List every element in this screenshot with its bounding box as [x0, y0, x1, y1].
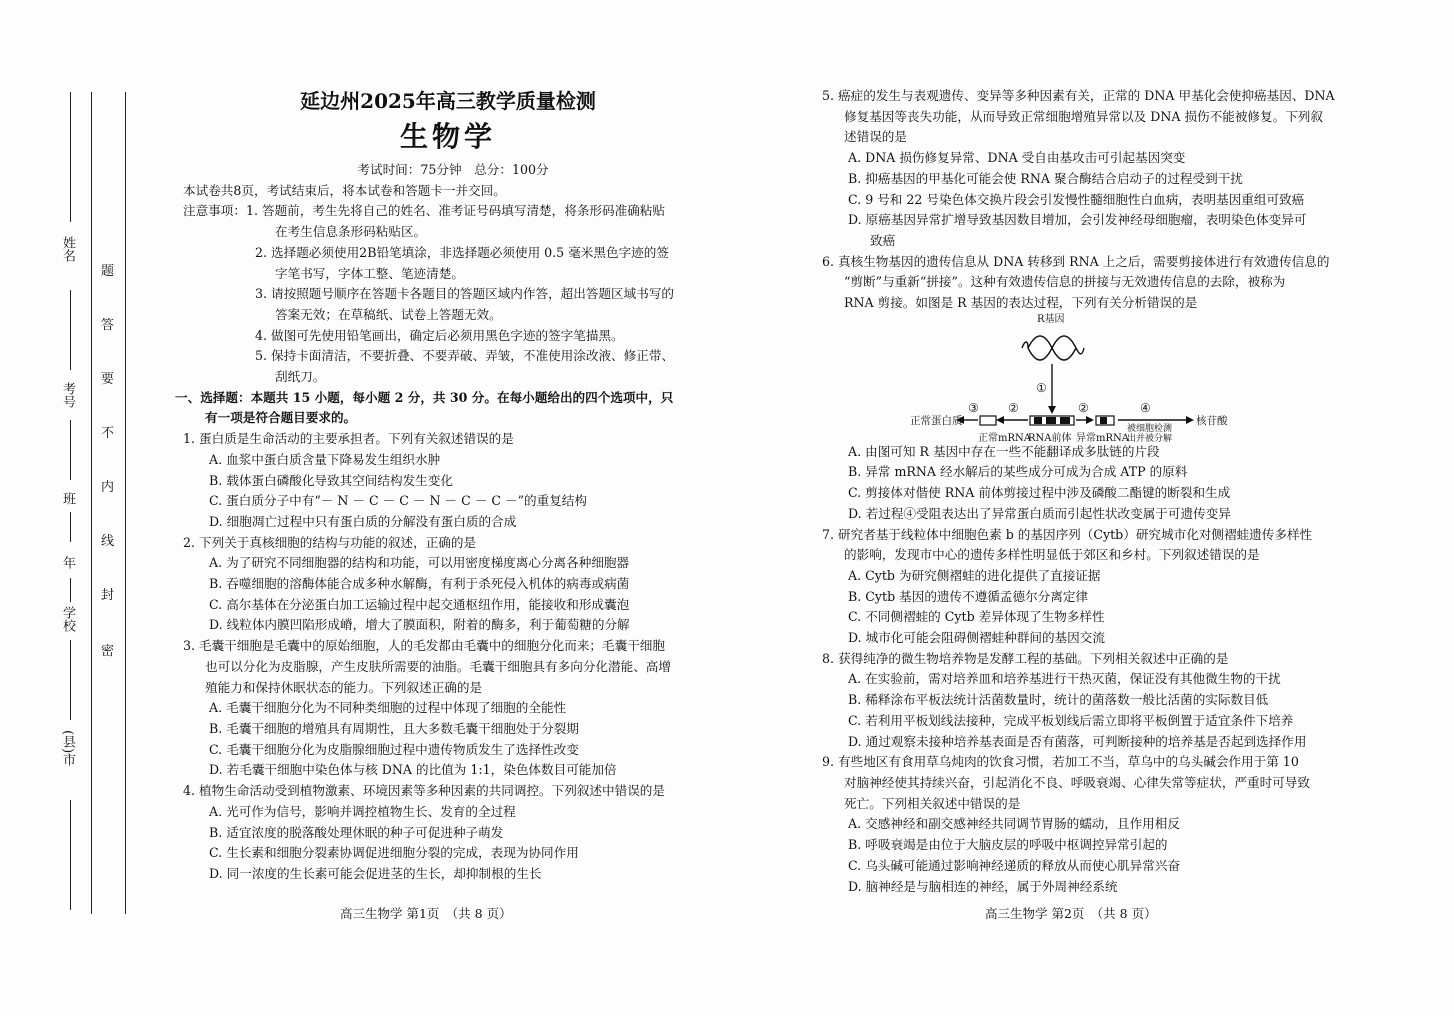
question-option: B. Cytb 基因的遗传不遵循孟德尔分离定律 [848, 588, 1089, 604]
question-block [183, 636, 723, 781]
note-5-line-2: 刮纸刀。 [275, 369, 326, 385]
class-label: 班 [60, 492, 75, 505]
question-option: A. Cytb 为研究侧褶蛙的进化提供了直接证据 [848, 567, 1101, 583]
note-1-line-1: 1. 答题前，考生先将自己的姓名、准考证号码填写清楚，将条形码准确粘贴 [245, 203, 665, 219]
note-1-line-2: 在考生信息条形码粘贴区。 [275, 224, 427, 240]
note-5-line-1: 5. 保持卡面清洁，不要折叠、不要弄破、弄皱，不准使用涂改液、修正带、 [255, 348, 675, 364]
question-stem-line: 2. 下列关于真核细胞的结构与功能的叙述，正确的是 [183, 534, 477, 550]
normal-mrna-box [980, 416, 996, 425]
exam-label: 考号 [60, 382, 75, 408]
question-option: A. 由图可知 R 基因中存在一些不能翻译成多肽链的片段 [848, 443, 1160, 459]
dna-helix-icon [1022, 336, 1084, 360]
question-option: B. 稀释涂布平板法统计活菌数量时，统计的菌落数一般比活菌的实际数目低 [848, 692, 1269, 708]
question-option: B. 呼吸衰竭是由位于大脑皮层的呼吸中枢调控异常引起的 [848, 837, 1168, 853]
question-block [822, 442, 1336, 525]
question-stem-line: 也可以分化为皮脂腺，产生皮肤所需要的油脂。毛囊干细胞具有多向分化潜能、高增 [205, 658, 671, 674]
exam-title: 延边州2025年高三教学质量检测 [300, 89, 596, 113]
question-block [183, 533, 723, 637]
note-3-line-2: 答案无效；在草稿纸、试卷上答题无效。 [275, 306, 502, 322]
question-option: C. 不同侧褶蛙的 Cytb 差异体现了生物多样性 [848, 609, 1105, 625]
right-questions-a [822, 86, 1336, 314]
note-4-line-1: 4. 做图可先使用铅笔画出，确定后必须用黑色字迹的签字笔描黑。 [255, 327, 624, 343]
seal-char-3: 线 [101, 534, 115, 549]
question-block [183, 781, 723, 885]
question-stem-line: 1. 蛋白质是生命活动的主要承担者。下列有关叙述错误的是 [183, 431, 514, 447]
question-option: B. 吞噬细胞的溶酶体能合成多种水解酶，有利于杀死侵入机体的病毒或病菌 [209, 576, 630, 592]
notes-label: 注意事项： [183, 203, 246, 219]
question-option: D. 若过程④受阻表达出了异常蛋白质而引起性状改变属于可遗传变异 [848, 505, 1231, 521]
step-2-right-label: ② [1078, 400, 1089, 415]
step-2-left-label: ② [1008, 400, 1019, 415]
question-option: B. 载体蛋白磷酸化导致其空间结构发生变化 [209, 472, 453, 488]
question-option: D. 线粒体内膜凹陷形成嵴，增大了膜面积，附着的酶多，利于葡萄糖的分解 [209, 617, 630, 633]
question-option: B. 毛囊干细胞的增殖具有周期性，且大多数毛囊干细胞处于分裂期 [209, 720, 579, 736]
intro-text: 本试卷共8页，考试结束后，将本试卷和答题卡一并交回。 [183, 182, 506, 198]
diagram-svg [822, 314, 1336, 442]
question-stem-line: 的影响，发现市中心的遗传多样性明显低于郊区和乡村。下列叙述错误的是 [844, 547, 1260, 563]
seal-char-5: 不 [101, 426, 115, 441]
exam-meta: 考试时间：75分钟 总分：100分 [357, 162, 549, 177]
question-stem-line: 9. 有些地区有食用草乌炖肉的饮食习惯，若加工不当，草乌中的乌头碱会作用于第 10 [822, 754, 1299, 770]
right-questions-b [822, 442, 1336, 897]
question-stem-line: 述错误的是 [844, 129, 907, 145]
question-block [183, 429, 723, 533]
question-option: D. 原癌基因异常扩增导致基因数目增加，会引发神经母细胞瘤，表明染色体变异可 [848, 212, 1307, 228]
question-option: A. DNA 损伤修复异常、DNA 受自由基攻击可引起基因突变 [848, 150, 1186, 166]
question-block [822, 649, 1336, 753]
step-4-label: ④ [1140, 400, 1151, 415]
school-field-line [70, 578, 71, 602]
question-option-continued: 致癌 [870, 232, 896, 248]
question-option: C. 9 号和 22 号染色体交换片段会引发慢性髓细胞性白血病，表明基因重组可致癌 [848, 191, 1305, 207]
question-option: C. 蛋白质分子中有“－ N － C － C － N － C － C －”的重复结构 [209, 493, 587, 509]
question-stem-line: 殖能力和保持休眠状态的能力。下列叙述正确的是 [205, 679, 483, 695]
question-stem-line: 6. 真核生物基因的遗传信息从 DNA 转移到 RNA 上之后，需要剪接体进行有效遗传信息的 [822, 253, 1330, 269]
notes-block [183, 201, 723, 387]
question-option: C. 若利用平板划线法接种，完成平板划线后需立即将平板倒置于适宜条件下培养 [848, 712, 1294, 728]
seal-char-7: 答 [101, 318, 115, 333]
right-column [822, 86, 1336, 897]
normal-mrna-label: 正常mRNA [978, 432, 1031, 444]
question-stem-line: 7. 研究者基于线粒体中细胞色素 b 的基因序列（Cytb）研究城市化对侧褶蛙遗传多样性 [822, 526, 1313, 542]
step-3-label: ③ [968, 400, 979, 415]
question-block [822, 86, 1336, 252]
county-field-line [70, 800, 71, 910]
question-option: A. 光可作为信号，影响并调控植物生长、发育的全过程 [209, 803, 516, 819]
recognized-label-2: 出并被分解 [1127, 433, 1173, 444]
left-column [175, 86, 723, 885]
question-option: A. 交感神经和副交感神经共同调节胃肠的蠕动，且作用相反 [848, 816, 1180, 832]
grade-field-line [70, 512, 71, 542]
name-field-line [70, 92, 71, 222]
question-option: C. 乌头碱可能通过影响神经递质的释放从而使心肌异常兴奋 [848, 857, 1181, 873]
question-block [822, 525, 1336, 649]
gene-label: R基因 [1037, 313, 1065, 325]
city-field-line [70, 640, 71, 720]
class-field-line [70, 420, 71, 480]
question-option: B. 适宜浓度的脱落酸处理休眠的种子可促进种子萌发 [209, 824, 504, 840]
note-2-line-2: 字笔书写，字体工整、笔迹清楚。 [275, 265, 464, 281]
question-option: B. 抑癌基因的甲基化可能会使 RNA 聚合酶结合启动子的过程受到干扰 [848, 170, 1243, 186]
seal-line-outer [91, 92, 92, 914]
subject-title: 生物学 [399, 120, 496, 153]
question-option: D. 若毛囊干细胞中染色体与核 DNA 的比值为 1:1，染色体数目可能加倍 [209, 762, 617, 778]
question-option: D. 通过观察未接种培养基表面是否有菌落，可判断接种的培养基是否起到选择作用 [848, 733, 1307, 749]
question-stem-line: 4. 植物生命活动受到植物激素、环境因素等多种因素的共同调控。下列叙述中错误的是 [183, 783, 665, 799]
question-option: D. 细胞凋亡过程中只有蛋白质的分解没有蛋白质的合成 [209, 513, 517, 529]
abnormal-mrna-label: 异常mRNA [1076, 432, 1129, 444]
question-stem-line: 对脑神经使其持续兴奋，引起消化不良、呼吸衰竭、心律失常等症状，严重时可导致 [844, 774, 1310, 790]
footer-left: 高三生物学 第1页 （共 8 页） [340, 906, 512, 921]
question-option: C. 生长素和细胞分裂素协调促进细胞分裂的完成，表现为协同作用 [209, 845, 579, 861]
name-label: 姓名 [60, 236, 75, 262]
footer-right: 高三生物学 第2页 （共 8 页） [985, 906, 1157, 921]
arrow-1-head [1048, 406, 1056, 414]
question-option: D. 脑神经是与脑相连的神经，属于外周神经系统 [848, 878, 1118, 894]
seal-char-1: 密 [101, 644, 115, 659]
grade-label: 年 [60, 556, 75, 569]
question-stem-line: 3. 毛囊干细胞是毛囊中的原始细胞，人的毛发都由毛囊中的细胞分化而来；毛囊干细胞 [183, 638, 665, 654]
section-heading-line-1: 一、选择题：本题共 15 小题，每小题 2 分，共 30 分。在每小题给出的四个选项中，只 [175, 389, 674, 405]
question-option: D. 城市化可能会阻碍侧褶蛙种群间的基因交流 [848, 630, 1105, 646]
rna-precursor-label: RNA前体 [1028, 432, 1072, 444]
exam-field-line [70, 290, 71, 370]
note-3-line-1: 3. 请按照题号顺序在答题卡各题目的答题区域内作答，超出答题区域书写的 [255, 286, 675, 302]
step-1-label: ① [1036, 380, 1047, 395]
question-option: C. 高尔基体在分泌蛋白加工运输过程中起交通枢纽作用，能接收和形成囊泡 [209, 596, 630, 612]
question-stem-line: 死亡。下列相关叙述中错误的是 [844, 795, 1021, 811]
question-option: D. 同一浓度的生长素可能会促进茎的生长，却抑制根的生长 [209, 865, 542, 881]
nucleotide-label: 核苷酸 [1196, 414, 1228, 427]
seal-char-2: 封 [101, 588, 115, 603]
city-label: (县)市 [60, 730, 75, 767]
question-stem-line: 5. 癌症的发生与表观遗传、变异等多种因素有关，正常的 DNA 甲基化会使抑癌基因、DNA [822, 88, 1335, 103]
r-gene-diagram [822, 314, 1336, 442]
question-block [822, 752, 1336, 897]
question-stem-line: “剪断”与重新“拼接”。这种有效遗传信息的拼接与无效遗传信息的去除，被称为 [844, 274, 1286, 290]
seal-char-4: 内 [101, 480, 115, 495]
question-stem-line: RNA 剪接。如图是 R 基因的表达过程，下列有关分析错误的是 [844, 295, 1198, 311]
school-label: 学校 [60, 606, 75, 632]
question-option: A. 毛囊干细胞分化为不同种类细胞的过程中体现了细胞的全能性 [209, 700, 567, 716]
seal-line-inner [125, 92, 126, 914]
question-stem-line: 修复基因等丧失功能，从而导致正常细胞增殖异常以及 DNA 损伤不能被修复。下列叙 [844, 108, 1323, 124]
question-option: C. 剪接体对偕使 RNA 前体剪接过程中涉及磷酸二酯键的断裂和生成 [848, 485, 1231, 501]
question-option: B. 异常 mRNA 经水解后的某些成分可成为合成 ATP 的原料 [848, 464, 1188, 480]
note-2-line-1: 2. 选择题必须使用2B铅笔填涂，非选择题必须使用 0.5 毫米黑色字迹的签 [255, 244, 669, 260]
left-questions [183, 429, 723, 884]
seal-char-6: 要 [101, 372, 115, 387]
question-option: A. 血浆中蛋白质含量下降易发生组织水肿 [209, 451, 441, 467]
normal-protein-label: 正常蛋白质 [910, 414, 963, 427]
seal-char-8: 题 [101, 264, 115, 279]
question-option: A. 为了研究不同细胞器的结构和功能，可以用密度梯度离心分离各种细胞器 [209, 555, 630, 571]
section-heading-line-2: 有一项是符合题目要求的。 [205, 410, 357, 426]
recognized-label-1: 被细胞检测 [1127, 423, 1173, 434]
question-option: C. 毛囊干细胞分化为皮脂腺细胞过程中遗传物质发生了选择性改变 [209, 741, 579, 757]
question-stem-line: 8. 获得纯净的微生物培养物是发酵工程的基础。下列相关叙述中正确的是 [822, 650, 1229, 666]
question-option: A. 在实验前，需对培养皿和培养基进行干热灭菌，保证没有其他微生物的干扰 [848, 671, 1281, 687]
question-block [822, 252, 1336, 314]
